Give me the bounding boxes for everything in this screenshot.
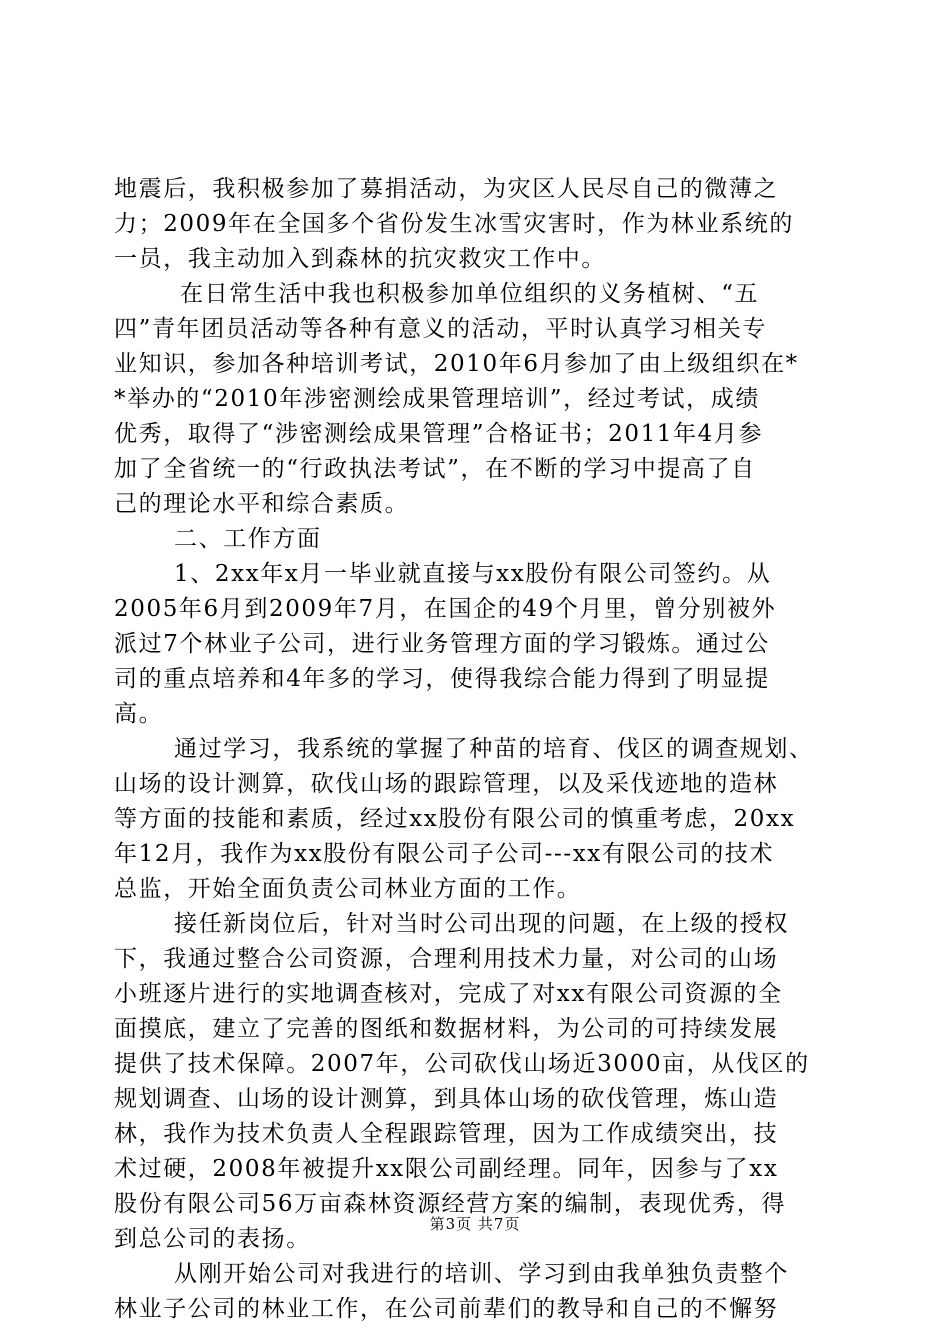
text-line: 到总公司的表扬。: [114, 1226, 311, 1252]
text-line: 股份有限公司56万亩森林资源经营方案的编制，表现优秀，得: [114, 1191, 787, 1217]
text-line: 接任新岗位后，针对当时公司出现的问题，在上级的授权: [174, 911, 789, 937]
text-line: 规划调查、山场的设计测算，到具体山场的砍伐管理，炼山造: [114, 1086, 779, 1112]
body-text: [114, 172, 838, 1327]
text-line: 地震后，我积极参加了募捐活动，为灾区人民尽自己的微薄之: [114, 176, 779, 202]
text-line: 己的理论水平和综合素质。: [114, 491, 410, 517]
text-line: 司的重点培养和4年多的学习，使得我综合能力得到了明显提: [114, 666, 770, 692]
text-line: 四”青年团员活动等各种有意义的活动，平时认真学习相关专: [114, 316, 767, 342]
text-line: 1、2xx年x月一毕业就直接与xx股份有限公司签约。从: [174, 561, 772, 587]
text-line: 山场的设计测算，砍伐山场的跟踪管理，以及采伐迹地的造林: [114, 771, 779, 797]
page-number-footer: 第3页 共7页: [429, 1215, 521, 1233]
section-heading: 二、工作方面: [174, 526, 322, 552]
text-line: 术过硬，2008年被提升xx限公司副经理。同年，因参与了xx: [114, 1156, 779, 1182]
text-line: 等方面的技能和素质，经过xx股份有限公司的慎重考虑，20xx: [114, 806, 796, 832]
text-line: *举办的“2010年涉密测绘成果管理培训”，经过考试，成绩: [114, 386, 760, 412]
text-line: 2005年6月到2009年7月，在国企的49个月里，曾分别被外: [114, 596, 777, 622]
text-line: 高。: [114, 701, 164, 727]
text-line: 通过学习，我系统的掌握了种苗的培育、伐区的调查规划、: [174, 736, 814, 762]
text-line: 派过7个林业子公司，进行业务管理方面的学习锻炼。通过公: [114, 631, 770, 657]
text-line: 业知识，参加各种培训考试，2010年6月参加了由上级组织在*: [114, 351, 799, 377]
text-line: 面摸底，建立了完善的图纸和数据材料，为公司的可持续发展: [114, 1016, 779, 1042]
text-line: 小班逐片进行的实地调查核对，完成了对xx有限公司资源的全: [114, 981, 783, 1007]
text-line: 林，我作为技术负责人全程跟踪管理，因为工作成绩突出，技: [114, 1121, 779, 1147]
text-line: 提供了技术保障。2007年，公司砍伐山场近3000亩，从伐区的: [114, 1051, 810, 1077]
text-line: 总监，开始全面负责公司林业方面的工作。: [114, 876, 582, 902]
text-line: 林业子公司的林业工作，在公司前辈们的教导和自己的不懈努: [114, 1296, 779, 1322]
text-line: 加了全省统一的“行政执法考试”，在不断的学习中提高了自: [114, 456, 756, 482]
text-line: 从刚开始公司对我进行的培训、学习到由我单独负责整个: [174, 1261, 789, 1287]
text-line: 一员，我主动加入到森林的抗灾救灾工作中。: [114, 246, 606, 272]
text-line: 优秀，取得了“涉密测绘成果管理”合格证书；2011年4月参: [114, 421, 764, 447]
text-line: 年12月，我作为xx股份有限公司子公司---xx有限公司的技术: [114, 841, 775, 867]
text-line: 力；2009年在全国多个省份发生冰雪灾害时，作为林业系统的: [114, 211, 794, 237]
text-line: 下，我通过整合公司资源，合理利用技术力量，对公司的山场: [114, 946, 779, 972]
text-line: 在日常生活中我也积极参加单位组织的义务植树、“五: [180, 281, 760, 307]
